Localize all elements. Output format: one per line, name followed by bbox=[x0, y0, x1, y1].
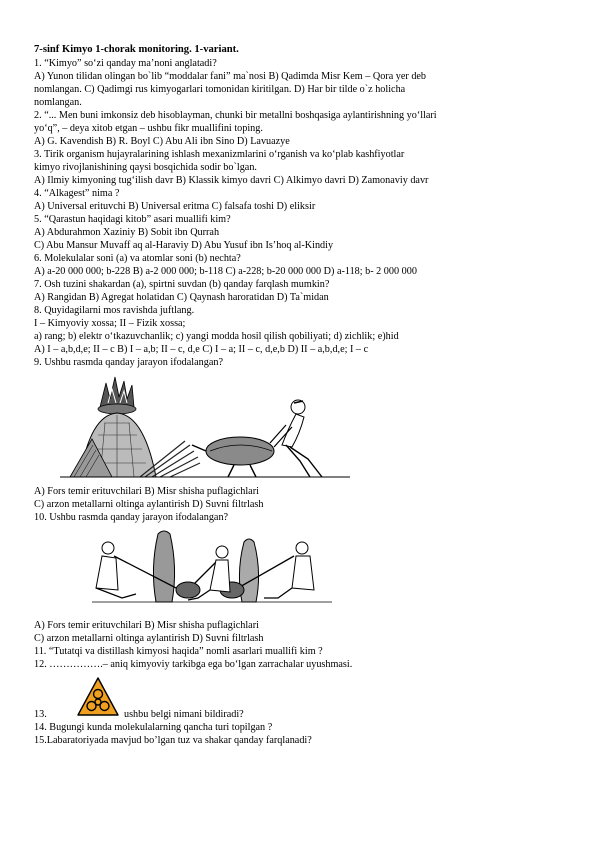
worksheet-title: 7-sinf Kimyo 1-chorak monitoring. 1-variant. bbox=[34, 44, 239, 55]
q10-options: A) Fors temir erituvchilari B) Misr shisha puflagichlari bbox=[34, 620, 259, 631]
q2-options: A) G. Kavendish B) R. Boyl C) Abu Ali ibn Sino D) Lavuazye bbox=[34, 136, 290, 147]
q11-question: 11. “Tutatqi va distillash kimyosi haqida” nomli asarlari muallifi kim ? bbox=[34, 646, 323, 657]
q14-question: 14. Bugungi kunda molekulalarning qancha turi topilgan ? bbox=[34, 722, 273, 733]
q10-options: C) arzon metallarni oltinga aylantirish D) Suvni filtrlash bbox=[34, 633, 264, 644]
q7-question: 7. Osh tuzini shakardan (a), spirtni suvdan (b) qanday farqlash mumkin? bbox=[34, 279, 330, 290]
q15-question: 15.Labaratoriyada mavjud bo’lgan tuz va shakar qanday farqlanadi? bbox=[34, 735, 312, 746]
q1-question: 1. “Kimyo” so‘zi qanday ma’noni anglatadi? bbox=[34, 58, 217, 69]
q5-question: 5. “Qarastun haqidagi kitob” asari muallifi kim? bbox=[34, 214, 231, 225]
q6-options: A) a-20 000 000; b-228 B) a-2 000 000; b-118 C) a-228; b-20 000 000 D) a-118; b- 2 000 000 bbox=[34, 266, 417, 277]
q5-options: A) Abdurahmon Xaziniy B) Sobit ibn Qurrah bbox=[34, 227, 220, 238]
q2-question: yo‘q”, – deya xitob etgan – ushbu fikr muallifini toping. bbox=[34, 123, 263, 134]
q12-question: 12. …………….– aniq kimyoviy tarkibga ega bo‘lgan zarrachalar uyushmasi. bbox=[34, 659, 353, 670]
q8-options: A) I – a,b,d,e; II – c B) I – a,b; II – c, d,e C) I – a; II – c, d,e,b D) II – a,b,d,e; I – c bbox=[34, 344, 369, 355]
q9-question: 9. Ushbu rasmda qanday jarayon ifodalangan? bbox=[34, 357, 223, 368]
q7-options: A) Rangidan B) Agregat holatidan C) Qaynash haroratidan D) Ta`midan bbox=[34, 292, 329, 303]
q1-options: A) Yunon tilidan olingan bo`lib “moddalar fani” ma`nosi B) Qadimda Misr Kem – Qora yer deb bbox=[34, 71, 427, 82]
q10-question: 10. Ushbu rasmda qanday jarayon ifodalangan? bbox=[34, 512, 229, 523]
q6-question: 6. Molekulalar soni (a) va atomlar soni (b) nechta? bbox=[34, 253, 241, 264]
q4-options: A) Universal erituvchi B) Universal eritma C) falsafa toshi D) eliksir bbox=[34, 201, 316, 212]
q1-options: nomlangan. C) Qadimgi rus kimyogarlari tomonidan kiritilgan. D) Har bir tilde o`z holicha bbox=[34, 84, 406, 95]
glass-blowers-illustration bbox=[92, 528, 332, 604]
q1-options: nomlangan. bbox=[34, 97, 82, 108]
q13-question: ushbu belgi nimani bildiradi? bbox=[124, 709, 244, 720]
q3-question: kimyo rivojlanishining qaysi bosqichida sodir bo`lgan. bbox=[34, 162, 257, 173]
q3-options: A) Ilmiy kimyoning tug‘ilish davr B) Klassik kimyo davri C) Alkimyo davri D) Zamonaviy davr bbox=[34, 175, 429, 186]
q13-number: 13. bbox=[34, 709, 47, 720]
q8-groups: I – Kimyoviy xossa; II – Fizik xossa; bbox=[34, 318, 186, 329]
q8-items: a) rang; b) elektr o‘tkazuvchanlik; c) yangi modda hosil qilish qobiliyati; d) zichlik; e)hid bbox=[34, 331, 399, 342]
q5-options: C) Abu Mansur Muvaff aq al-Haraviy D) Abu Yusuf ibn Is’hoq al-Kindiy bbox=[34, 240, 334, 251]
q3-question: 3. Tirik organism hujayralarining ishlash mexanizmlarini o‘rganish va ko‘plab kashfiyotlar bbox=[34, 149, 405, 160]
furnace-bellows-illustration bbox=[60, 373, 350, 483]
q4-question: 4. “Alkagest” nima ? bbox=[34, 188, 120, 199]
q2-question: 2. “... Men buni imkonsiz deb hisoblayman, chunki bir metallni boshqasiga aylantirishning yo‘llari bbox=[34, 110, 437, 121]
biohazard-sign-icon bbox=[76, 676, 120, 718]
q9-options: C) arzon metallarni oltinga aylantirish D) Suvni filtrlash bbox=[34, 499, 264, 510]
q9-options: A) Fors temir erituvchilari B) Misr shisha puflagichlari bbox=[34, 486, 259, 497]
q8-question: 8. Quyidagilarni mos ravishda juftlang. bbox=[34, 305, 195, 316]
